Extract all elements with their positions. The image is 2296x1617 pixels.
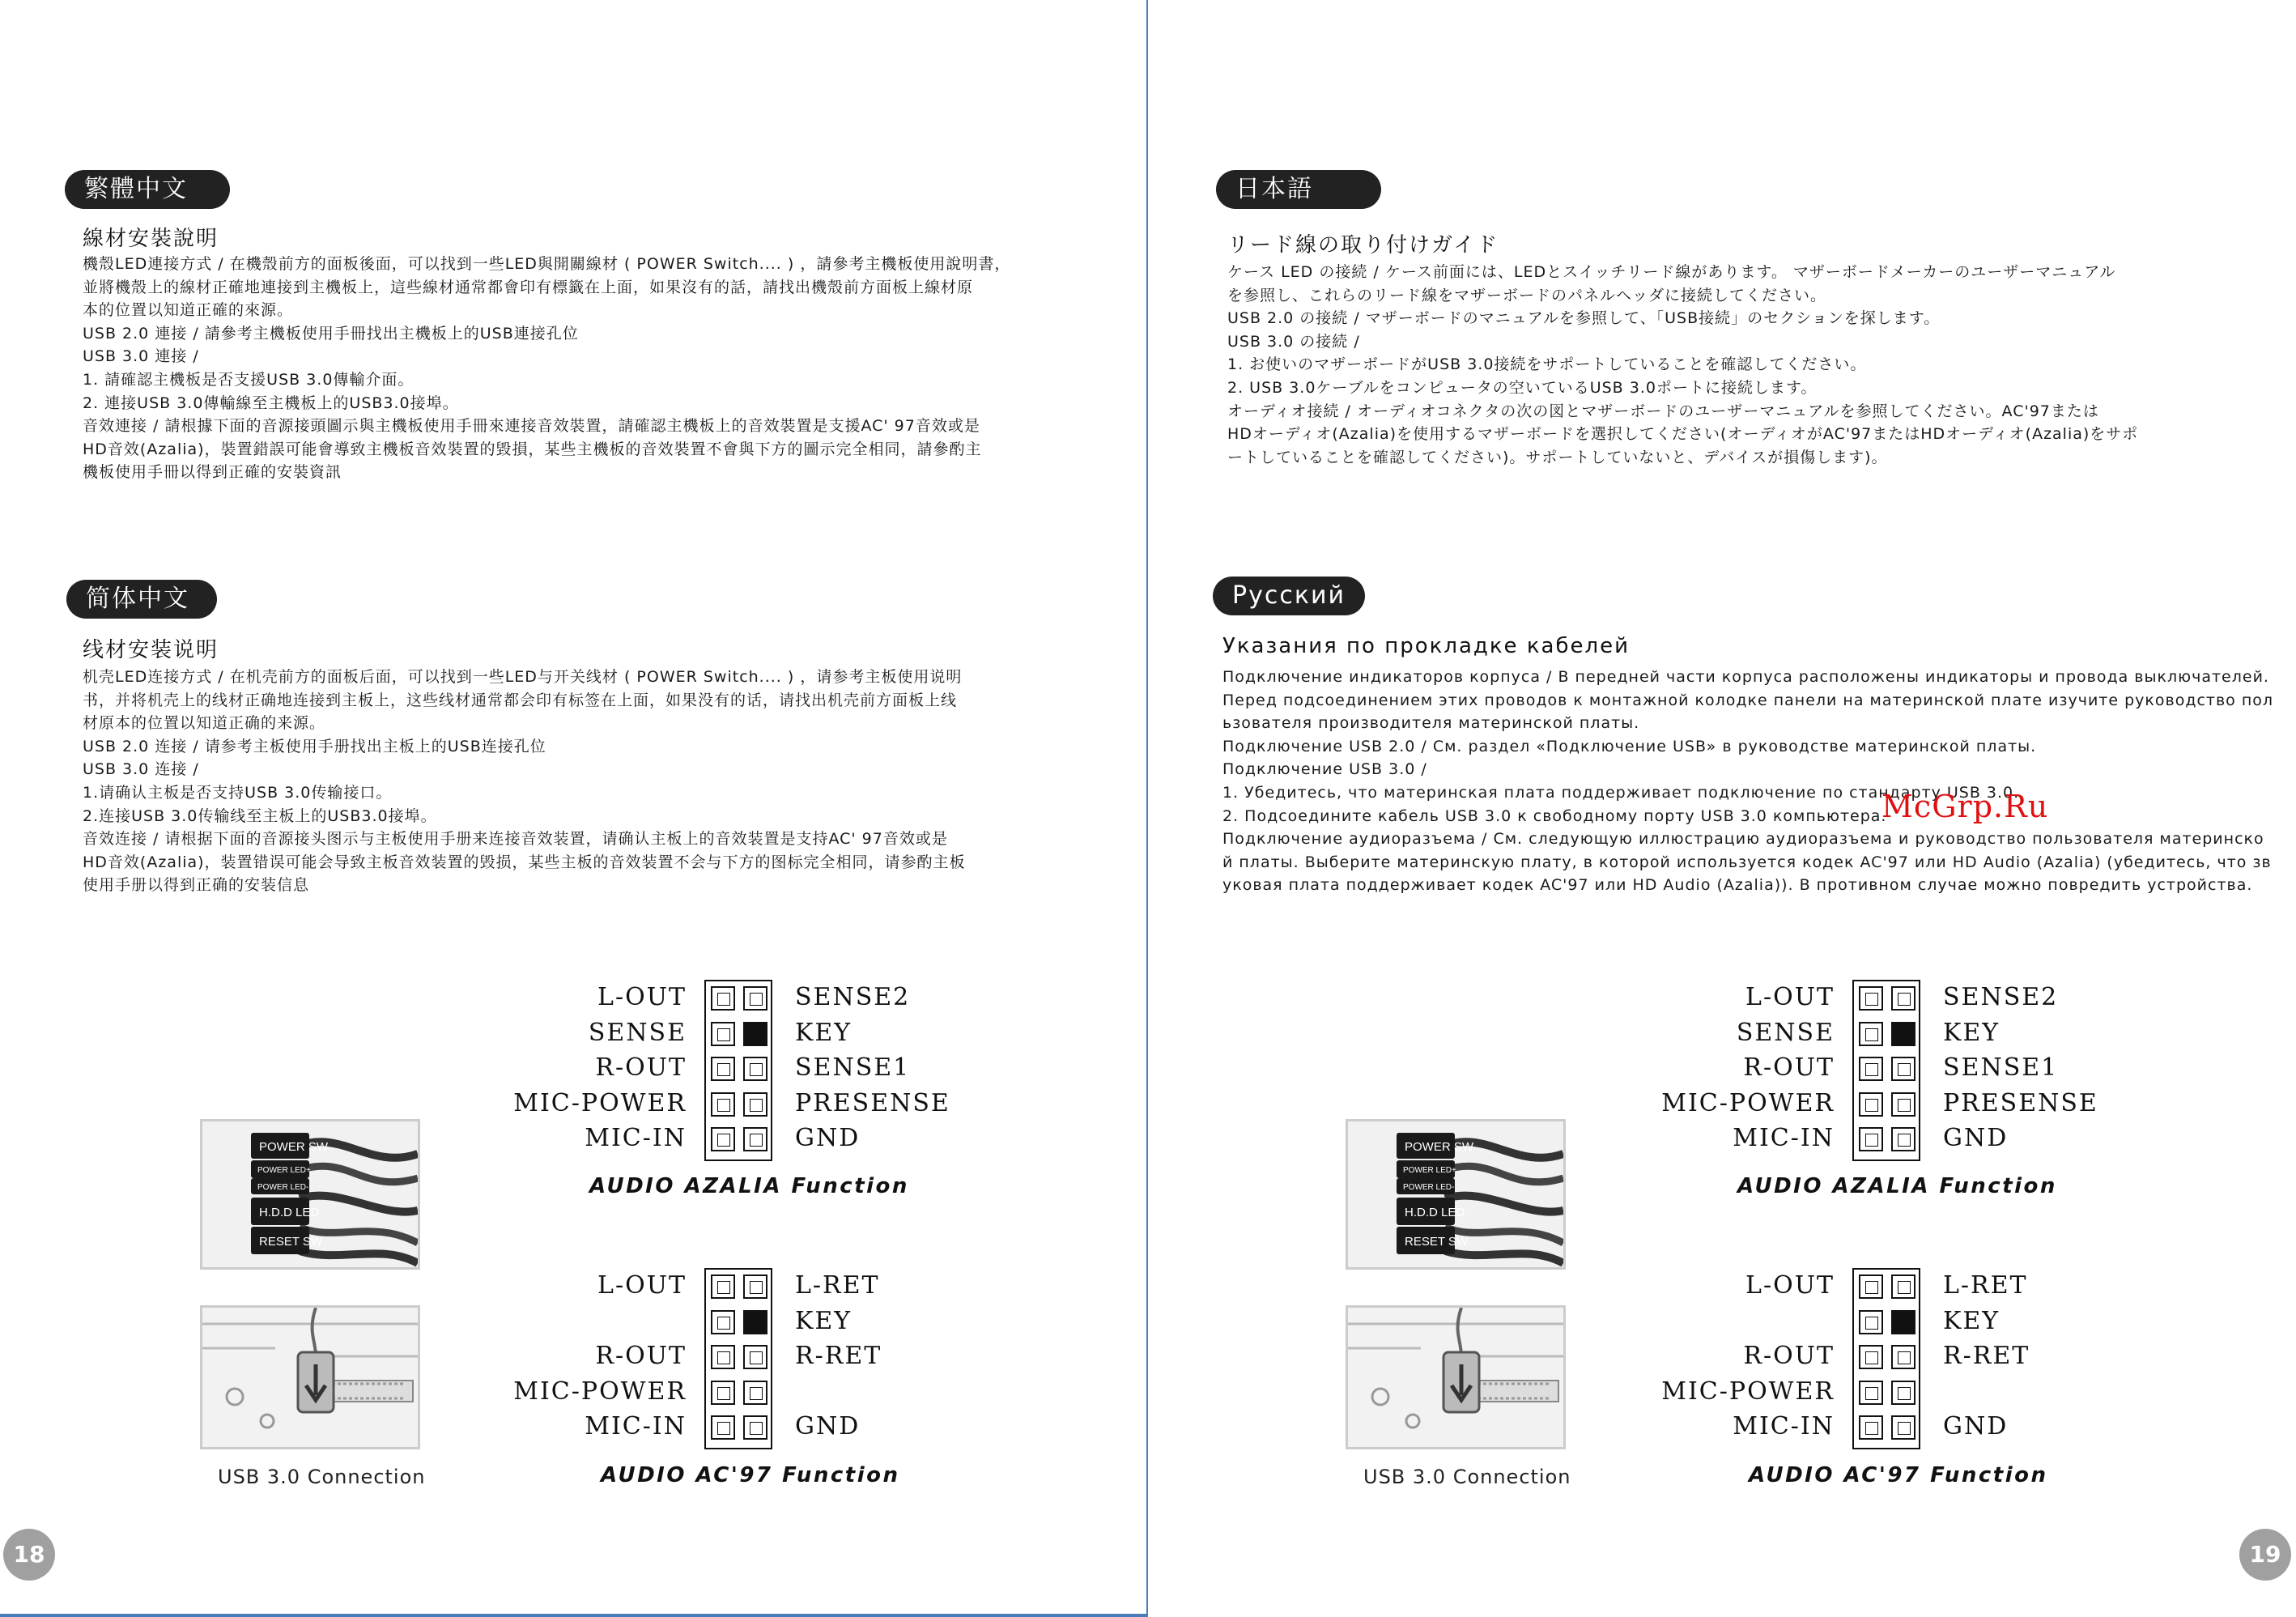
azalia-pin-label-right: SENSE1 — [795, 1053, 911, 1082]
ac97-pin — [711, 1381, 735, 1405]
azalia-pin-label-right: KEY — [795, 1018, 852, 1047]
ac97-key-pin — [743, 1310, 767, 1334]
japanese-line: オーディオ接続 / オーディオコネクタの次の図とマザーボードのユーザーマニュアルを参照してください。AC'97または — [1227, 402, 2099, 420]
ac97-pin — [743, 1415, 767, 1440]
photo-label-reset-sw: RESET SW — [259, 1235, 323, 1249]
traditional-line: 機殼LED連接方式 / 在機殼前方的面板後面，可以找到一些LED與開關線材 ( POWER Switch.... ) ，請參考主機板使用說明書， — [83, 255, 1011, 273]
section-heading-simplified: 线材安装说明 — [83, 638, 219, 662]
traditional-line: USB 3.0 連接 / — [83, 347, 199, 366]
azalia-pin-label-left: MIC-POWER — [513, 1088, 687, 1117]
ac97-pin-label-left: L-OUT — [597, 1271, 687, 1300]
azalia-pin-label-left: R-OUT — [1743, 1053, 1835, 1082]
ac97-pin — [1859, 1415, 1883, 1440]
azalia-pin-label-left: R-OUT — [595, 1053, 687, 1082]
photo-label-power-led-minus: POWER LED- — [257, 1183, 309, 1192]
azalia-key-pin — [1891, 1022, 1915, 1046]
ac97-pin-label-right: KEY — [1943, 1306, 2000, 1335]
russian-line: Подключение индикаторов корпуса / В передней части корпуса расположены индикаторы и провода выключателей. — [1222, 668, 2269, 686]
azalia-key-pin — [743, 1022, 767, 1046]
azalia-pin — [711, 1022, 735, 1046]
azalia-pin — [1891, 986, 1915, 1011]
simplified-line: 音效连接 / 请根据下面的音源接头图示与主板使用手册来连接音效装置，请确认主板上的音效装置是支持AC' 97音效或是 — [83, 830, 948, 849]
ac97-pin-label-left: MIC-IN — [1733, 1412, 1835, 1440]
ac97-pin — [711, 1345, 735, 1369]
azalia-pin — [1891, 1057, 1915, 1081]
azalia-pin-label-right: SENSE2 — [1943, 983, 2059, 1011]
azalia-pin — [1859, 1092, 1883, 1117]
ac97-function-title-right: AUDIO AC'97 Function — [1749, 1463, 2048, 1487]
russian-line: 1. Убедитесь, что материнская плата поддерживает подключение по стандарту USB 3.0. — [1222, 783, 2020, 802]
photo-label-hdd-led-right: H.D.D LED — [1405, 1206, 1465, 1219]
ac97-pin — [1891, 1274, 1915, 1299]
russian-line: уковая плата поддерживает кодек AC'97 или HD Audio (Azalia)). В противном случае можно повредить устройства. — [1222, 876, 2253, 895]
photo-label-power-led-minus-right: POWER LED- — [1403, 1183, 1455, 1192]
left-page — [0, 0, 1146, 1617]
photo-label-power-led-plus: POWER LED+ — [257, 1166, 311, 1175]
ac97-pin — [1891, 1345, 1915, 1369]
azalia-function-title-left: AUDIO AZALIA Function — [589, 1174, 909, 1198]
traditional-line: 並將機殼上的線材正確地連接到主機板上，這些線材通常都會印有標籤在上面，如果沒有的話，請找出機殼前方面板上線材原 — [83, 278, 974, 296]
japanese-line: ートしていることを確認してください)。サポートしていないと、デバイスが損傷します)。 — [1227, 448, 1888, 466]
ac97-pin — [711, 1415, 735, 1440]
ac97-pin-label-right: GND — [1943, 1412, 2009, 1440]
azalia-pin-label-right: KEY — [1943, 1018, 2000, 1047]
ac97-function-title-left: AUDIO AC'97 Function — [601, 1463, 900, 1487]
ac97-pin — [1859, 1310, 1883, 1334]
azalia-pin — [743, 986, 767, 1011]
azalia-pin — [1859, 1127, 1883, 1151]
usb3-connection-caption: USB 3.0 Connection — [218, 1466, 426, 1488]
japanese-line: 1. お使いのマザーボードがUSB 3.0接続をサポートしていることを確認してください。 — [1227, 355, 1867, 374]
usb3-connection-caption-right: USB 3.0 Connection — [1363, 1466, 1571, 1488]
azalia-pin — [1891, 1127, 1915, 1151]
simplified-line: 1.请确认主板是否支持USB 3.0传输接口。 — [83, 783, 393, 802]
azalia-pin — [1859, 1022, 1883, 1046]
azalia-pin-label-right: GND — [795, 1124, 861, 1152]
azalia-pin — [1859, 1057, 1883, 1081]
ac97-pin-label-right: R-RET — [1943, 1342, 2030, 1370]
section-heading-traditional: 線材安裝說明 — [83, 227, 219, 251]
traditional-line: 音效連接 / 請根據下面的音源接頭圖示與主機板使用手冊來連接音效裝置，請確認主機板上的音效裝置是支援AC' 97音效或是 — [83, 417, 980, 436]
japanese-line: USB 3.0 の接続 / — [1227, 332, 1360, 351]
traditional-line: HD音效(Azalia)，裝置錯誤可能會導致主機板音效裝置的毀損，某些主機板的音效裝置不會與下方的圖示完全相同，請參酌主 — [83, 440, 982, 458]
simplified-line: 使用手册以得到正确的安装信息 — [83, 876, 310, 895]
paragraph-russian — [1222, 666, 2273, 897]
azalia-pin — [711, 1057, 735, 1081]
traditional-line: 機板使用手冊以得到正確的安裝資訊 — [83, 463, 342, 482]
ac97-pin-label-right: R-RET — [795, 1342, 882, 1370]
azalia-pin-label-right: SENSE1 — [1943, 1053, 2059, 1082]
ac97-pin — [743, 1381, 767, 1405]
russian-line: 2. Подсоедините кабель USB 3.0 к свободному порту USB 3.0 компьютера. — [1222, 806, 1887, 825]
russian-line: Перед подсоединением этих проводов к монтажной колодке панели на материнской плате изучите руководство пол — [1222, 691, 2274, 709]
traditional-line: 本的位置以知道正確的來源。 — [83, 301, 294, 320]
ac97-pin — [1891, 1381, 1915, 1405]
ac97-pin — [1859, 1381, 1883, 1405]
russian-line: Подключение USB 2.0 / См. раздел «Подключение USB» в руководстве материнской платы. — [1222, 737, 2037, 755]
right-page — [1148, 0, 2296, 1617]
simplified-line: USB 2.0 连接 / 请参考主板使用手册找出主板上的USB连接孔位 — [83, 737, 546, 755]
ac97-pin — [1859, 1274, 1883, 1299]
section-heading-japanese: リード線の取り付けガイド — [1227, 233, 1499, 257]
japanese-line: を参照し、これらのリード線をマザーボードのパネルヘッダに接続してください。 — [1227, 286, 1827, 304]
azalia-pin — [711, 986, 735, 1011]
ac97-pin — [1859, 1345, 1883, 1369]
azalia-pin-label-left: SENSE — [588, 1018, 687, 1047]
simplified-line: USB 3.0 连接 / — [83, 760, 199, 779]
russian-line: Подключение USB 3.0 / — [1222, 760, 1427, 779]
traditional-line: USB 2.0 連接 / 請參考主機板使用手冊找出主機板上的USB連接孔位 — [83, 324, 579, 343]
ac97-pin-label-left: MIC-POWER — [1661, 1377, 1835, 1406]
ac97-pin-label-right: L-RET — [795, 1271, 880, 1300]
azalia-pin-label-left: MIC-IN — [585, 1124, 687, 1152]
paragraph-simplified — [83, 666, 966, 897]
japanese-line: ケース LED の接続 / ケース前面には、LEDとスイッチリード線があります。 マザーボードメーカーのユーザーマニュアル — [1227, 263, 2116, 281]
paragraph-japanese — [1227, 261, 2138, 469]
ac97-pin-label-left: MIC-POWER — [513, 1377, 687, 1406]
page-number-19: 19 — [2239, 1529, 2291, 1581]
paragraph-traditional — [83, 253, 1010, 484]
japanese-line: 2. USB 3.0ケーブルをコンピュータの空いているUSB 3.0ポートに接続します。 — [1227, 378, 1818, 397]
azalia-pin-label-left: L-OUT — [1745, 983, 1835, 1011]
azalia-pin — [743, 1057, 767, 1081]
japanese-line: HDオーディオ(Azalia)を使用するマザーボードを選択してください(オーディオがAC'97またはHDオーディオ(Azalia)をサポ — [1227, 425, 2139, 444]
azalia-pin — [1859, 986, 1883, 1011]
azalia-pin — [711, 1092, 735, 1117]
azalia-pin — [743, 1127, 767, 1151]
simplified-line: 书，并将机壳上的线材正确地连接到主板上，这些线材通常都会印有标签在上面，如果没有的话，请找出机壳前方面板上线 — [83, 691, 958, 709]
section-label-russian: Русский — [1213, 577, 1365, 615]
traditional-line: 1. 請確認主機板是否支援USB 3.0傳輸介面。 — [83, 370, 415, 389]
ac97-pin — [743, 1345, 767, 1369]
russian-line: Подключение аудиоразъема / См. следующую иллюстрацию аудиоразъема и руководство пользователя материнско — [1222, 830, 2264, 849]
azalia-pin-label-right: PRESENSE — [1943, 1088, 2098, 1117]
section-label-japanese: 日本語 — [1216, 170, 1381, 209]
photo-label-power-sw: POWER SW — [259, 1140, 328, 1154]
photo-label-hdd-led: H.D.D LED — [259, 1206, 320, 1219]
azalia-pin — [1891, 1092, 1915, 1117]
ac97-pin-label-left: MIC-IN — [585, 1412, 687, 1440]
section-label-traditional-chinese: 繁體中文 — [65, 170, 230, 209]
watermark: McGrp.Ru — [1881, 789, 2049, 824]
azalia-pin-label-right: SENSE2 — [795, 983, 911, 1011]
simplified-line: HD音效(Azalia)，装置错误可能会导致主板音效装置的毁损，某些主板的音效装置不会与下方的图标完全相同，请参酌主板 — [83, 853, 966, 871]
ac97-pin-label-left: L-OUT — [1745, 1271, 1835, 1300]
azalia-pin-label-right: GND — [1943, 1124, 2009, 1152]
simplified-line: 材原本的位置以知道正确的来源。 — [83, 714, 326, 733]
photo-label-reset-sw-right: RESET SW — [1405, 1235, 1469, 1249]
ac97-key-pin — [1891, 1310, 1915, 1334]
russian-line: й платы. Выберите материнскую плату, в которой используется кодек AC'97 или HD Audio (Azalia) (убедитесь, что зв — [1222, 853, 2272, 871]
azalia-pin-label-left: MIC-POWER — [1661, 1088, 1835, 1117]
traditional-line: 2. 連接USB 3.0傳輸線至主機板上的USB3.0接埠。 — [83, 394, 459, 412]
azalia-pin — [743, 1092, 767, 1117]
ac97-pin-label-right: GND — [795, 1412, 861, 1440]
ac97-pin-label-left: R-OUT — [595, 1342, 687, 1370]
photo-label-power-led-plus-right: POWER LED+ — [1403, 1166, 1456, 1175]
ac97-pin — [711, 1310, 735, 1334]
ac97-pin — [743, 1274, 767, 1299]
photo-label-power-sw-right: POWER SW — [1405, 1140, 1473, 1154]
azalia-function-title-right: AUDIO AZALIA Function — [1737, 1174, 2057, 1198]
russian-line: ьзователя производителя материнской платы. — [1222, 714, 1640, 733]
section-heading-russian: Указания по прокладке кабелей — [1222, 634, 1630, 658]
ac97-pin-label-right: KEY — [795, 1306, 852, 1335]
azalia-pin-label-left: SENSE — [1736, 1018, 1835, 1047]
azalia-pin-label-right: PRESENSE — [795, 1088, 950, 1117]
azalia-pin-label-left: MIC-IN — [1733, 1124, 1835, 1152]
azalia-pin — [711, 1127, 735, 1151]
ac97-pin-label-right: L-RET — [1943, 1271, 2028, 1300]
ac97-pin-label-left: R-OUT — [1743, 1342, 1835, 1370]
page-number-18: 18 — [3, 1529, 55, 1581]
japanese-line: USB 2.0 の接続 / マザーボードのマニュアルを参照して、「USB接続」のセクションを探します。 — [1227, 309, 1941, 328]
ac97-pin — [1891, 1415, 1915, 1440]
ac97-pin — [711, 1274, 735, 1299]
simplified-line: 2.连接USB 3.0传输线至主板上的USB3.0接埠。 — [83, 806, 437, 825]
simplified-line: 机壳LED连接方式 / 在机壳前方的面板后面，可以找到一些LED与开关线材 ( POWER Switch.... ) ，请参考主板使用说明 — [83, 668, 963, 686]
section-label-simplified-chinese: 简体中文 — [66, 580, 217, 619]
azalia-pin-label-left: L-OUT — [597, 983, 687, 1011]
